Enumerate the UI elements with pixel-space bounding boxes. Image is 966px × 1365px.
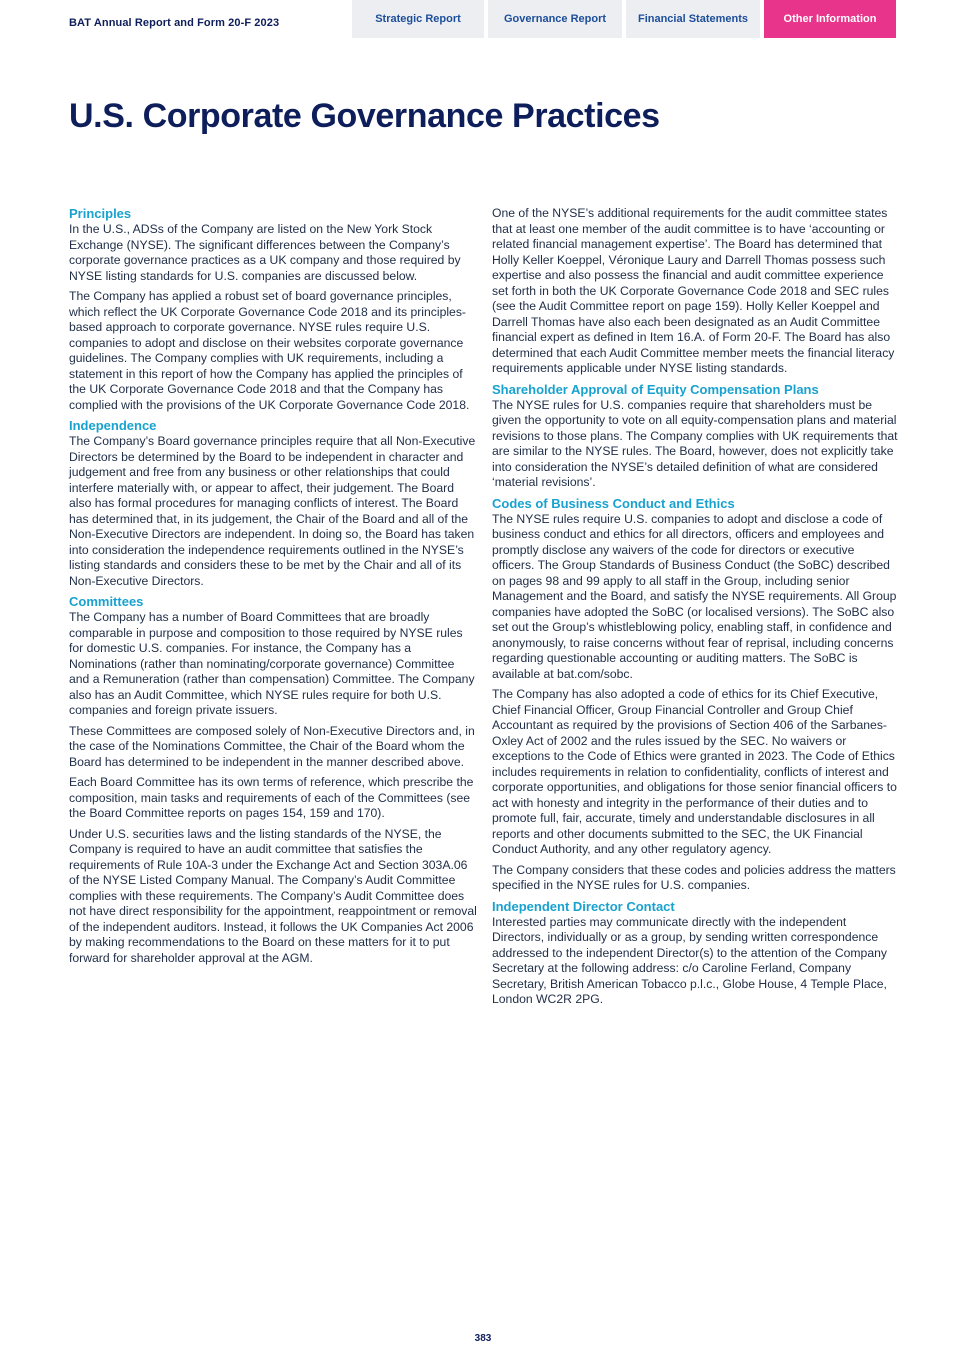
principles-heading: Principles [69, 206, 132, 221]
tab-governance-report[interactable]: Governance Report [488, 0, 622, 38]
report-title: BAT Annual Report and Form 20-F 2023 [69, 17, 280, 29]
principles-paragraph-2: The Company has applied a robust set of board governance principles, which reflect the UK Corporate Governance Code 2018 and its principles-based approach to corporate governance. NYSE rules require U.S. companies to adopt and disclose on their websites corporate governance guidelines. The Company complies with UK requirements, including a statement in this report of how the Company has applied the principles of the UK Corporate Governance Code 2018 and that the Company has complied with the provisions of the UK Corporate Governance Code 2018. [69, 289, 470, 412]
tab-financial-statements[interactable]: Financial Statements [626, 0, 760, 38]
independence-paragraph-1: The Company’s Board governance principles require that all Non-Executive Directors be determined by the Board to be independent in character and judgement and free from any business or other relationships that could interfere materially with, or appear to affect, their judgement. The Board also has formal procedures for managing conflicts of interest. The Board has determined that, in its judgement, the Chair of the Board and all of the Non-Executive Directors are independent. In doing so, the Board has taken into consideration the independence requirements outlined in the NYSE’s listing standards and considers these to be met by the Chair and all of its Non-Executive Directors. [69, 434, 476, 588]
independence-heading: Independence [69, 418, 157, 433]
codes-paragraph-2: The Company has also adopted a code of ethics for its Chief Executive, Chief Financial Officer, Group Financial Controller and Group Chief Accountant as required by the provisions of Section 406 of the Sarbanes-Oxley Act of 2002 and the rules issued by the SEC. No waivers or exceptions to the Code of Ethics were granted in 2023. The Code of Ethics includes requirements in relation to confidentiality, conflicts of interest and corporate opportunities, and obligations for those senior financial officers to act with honesty and integrity in the performance of their duties and to promote full, fair, accurate, timely and understandable disclosures in all reports and other documents submitted to the SEC, the UK Financial Conduct Authority, and any other regulatory agency. [492, 687, 897, 856]
committees-heading: Committees [69, 594, 144, 609]
committees-paragraph-3: Each Board Committee has its own terms of reference, which prescribe the composition, main tasks and requirements of each of the Committees (see the Board Committee reports on pages 154, 159 and 170). [69, 775, 474, 820]
top-navigation-bar [0, 0, 966, 38]
committees-paragraph-4: Under U.S. securities laws and the listing standards of the NYSE, the Company is required to have an audit committee that satisfies the requirements of Rule 10A-3 under the Exchange Act and Section 303A.06 of the NYSE Listed Company Manual. The Company’s Audit Committee complies with these requirements. The Company’s Audit Committee does not have direct responsibility for the appointment, reappointment or removal of the independent auditors. Instead, it follows the UK Companies Act 2006 by making recommendations to the Board on these matters for it to put forward for shareholder approval at the AGM. [69, 826, 477, 965]
page-number: 383 [474, 1333, 492, 1344]
director-contact-paragraph: Interested parties may communicate directly with the independent Directors, individually or as a group, by sending written correspondence addressed to the independent Director(s) to the attention of the Company Secretary at the following address: c/o Caroline Ferland, Company Secretary, British American Tobacco p.l.c., Globe House, 4 Temple Place, London WC2R 2PG. [492, 914, 887, 1006]
shareholder-approval-paragraph: The NYSE rules for U.S. companies require that shareholders must be given the opportunity to vote on all equity-compensation plans and material revisions to those plans. The Company complies with UK requirements that are similar to the NYSE rules. The Board, however, does not explicitly take into consideration the NYSE’s detailed definition of what are considered ‘material revisions’. [492, 397, 898, 489]
audit-expertise-paragraph: One of the NYSE’s additional requirements for the audit committee states that at least one member of the audit committee is to have ‘accounting or related financial management expertise’. The Board has determined that Holly Keller Koeppel, Véronique Laury and Darrell Thomas possess such expertise and also possess the financial and audit committee experience set forth in both the UK Corporate Governance Code 2018 and SEC rules (see the Audit Committee report on page 159). Holly Keller Koeppel and Darrell Thomas have also each been designated as an Audit Committee financial expert as defined in Item 16.A. of Form 20-F. The Board has also determined that each Audit Committee member meets the financial literacy requirements applicable under NYSE listing standards. [492, 206, 895, 375]
codes-of-conduct-heading: Codes of Business Conduct and Ethics [492, 495, 735, 511]
director-contact-heading: Independent Director Contact [492, 898, 675, 914]
tab-strategic-report[interactable]: Strategic Report [352, 0, 484, 38]
tab-other-information[interactable]: Other Information [764, 0, 896, 38]
codes-paragraph-1: The NYSE rules require U.S. companies to adopt and disclose a code of business conduct and ethics for all directors, officers and employees and promptly disclose any waivers of the code for directors or executive officers. The Group Standards of Business Conduct (the SoBC) described on pages 98 and 99 apply to all staff in the Group, including senior Management and the Board, and satisfy the NYSE requirements. All Group companies have adopted the SoBC (or localised versions). The SoBC also set out the Group’s whistleblowing policy, enabling staff, in confidence and anonymously, to raise concerns without fear of reprisal, including concerns regarding questionable accounting or auditing matters. The SoBC is available at bat.com/sobc. [492, 511, 897, 681]
principles-paragraph-1: In the U.S., ADSs of the Company are listed on the New York Stock Exchange (NYSE). The significant differences between the Company’s corporate governance practices as a UK company and those required by NYSE listing standards for U.S. companies are discussed below. [69, 222, 461, 283]
committees-paragraph-2: These Committees are composed solely of Non-Executive Directors and, in the case of the Nominations Committee, the Chair of the Board whom the Board has determined to be independent in the manner described above. [69, 723, 475, 769]
shareholder-approval-heading: Shareholder Approval of Equity Compensation Plans [492, 381, 819, 397]
right-column [492, 206, 900, 1013]
committees-paragraph-1: The Company has a number of Board Committees that are broadly comparable in purpose and composition to those required by NYSE rules for domestic U.S. companies. For instance, the Company has a Nominations (rather than nominating/corporate governance) Committee and a Remuneration (rather than compensation) Committee. The Company also has an Audit Committee, which NYSE rules require for both U.S. companies and foreign private issuers. [69, 610, 475, 717]
page-title: U.S. Corporate Governance Practices [69, 97, 660, 135]
left-column [69, 206, 477, 971]
codes-paragraph-3: The Company considers that these codes and policies address the matters specified in the NYSE rules for U.S. companies. [492, 862, 896, 892]
